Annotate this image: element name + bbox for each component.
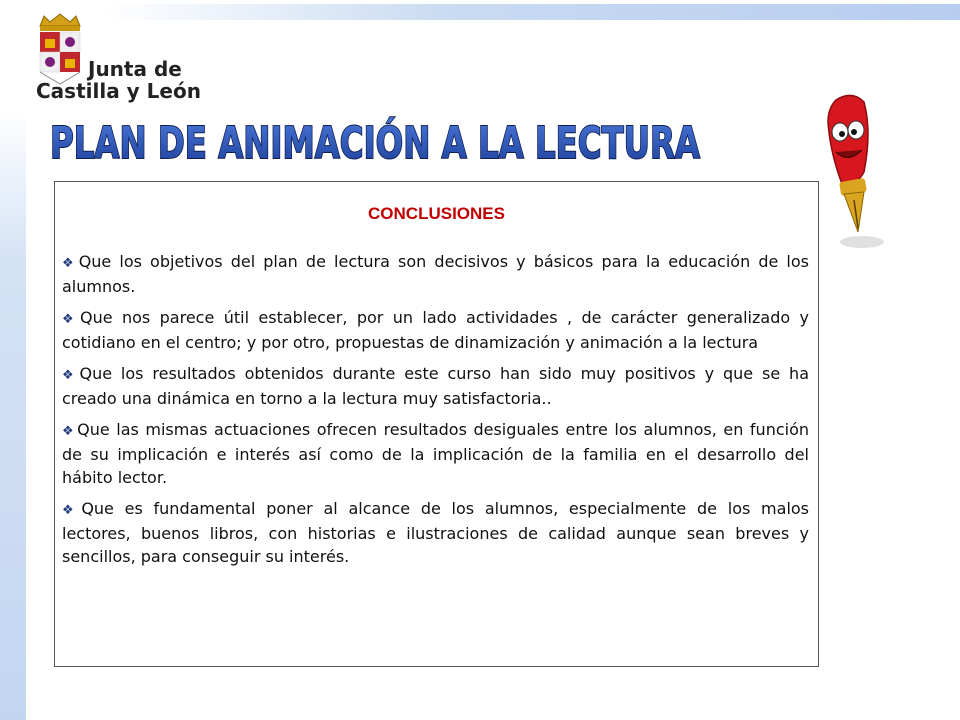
list-item [62,497,809,568]
panel-heading: CONCLUSIONES [368,204,505,223]
conclusions-list [62,250,809,576]
list-item-text: Que es fundamental poner al alcance de los alumnos, especialmente de los malos lectores, buenos libros, con historias e ilustraciones de calidad aunque sean breves y sencillos, para conseguir su interés. [62,499,810,566]
diamond-bullet-icon: ❖ [62,256,77,271]
logo-line-1: Junta de [88,57,182,81]
banner-title-text: PLAN DE ANIMACIÓN A LA LECTURA [50,118,933,169]
logo-text [36,57,201,103]
diamond-bullet-icon: ❖ [62,368,78,383]
conclusions-panel [54,181,819,667]
left-decorative-band [0,110,26,720]
list-item-text: Que nos parece útil establecer, por un lado actividades , de carácter generalizado y cotidiano en el centro; y por otro, propuestas de dinamización y animación a la lectura [62,308,810,352]
list-item-text: Que los objetivos del plan de lectura son decisivos y básicos para la educación de los alumnos. [62,252,810,296]
list-item [62,418,809,489]
logo-line-2: Castilla y León [36,79,201,103]
coat-of-arms-icon [30,12,90,86]
diamond-bullet-icon: ❖ [62,424,76,439]
list-item [62,362,809,410]
diamond-bullet-icon: ❖ [62,503,80,518]
diamond-bullet-icon: ❖ [62,312,78,327]
list-item-text: Que los resultados obtenidos durante este curso han sido muy positivos y que se ha creado una dinámica en torno a la lectura muy satisfactoria.. [62,364,810,408]
top-decorative-band [104,4,960,20]
list-item-text: Que las mismas actuaciones ofrecen resultados desiguales entre los alumnos, en función de su implicación e interés así como de la implicación de la familia en el desarrollo del hábito lector. [62,420,809,487]
list-item [62,250,809,298]
list-item [62,306,809,354]
banner-title [40,112,933,172]
